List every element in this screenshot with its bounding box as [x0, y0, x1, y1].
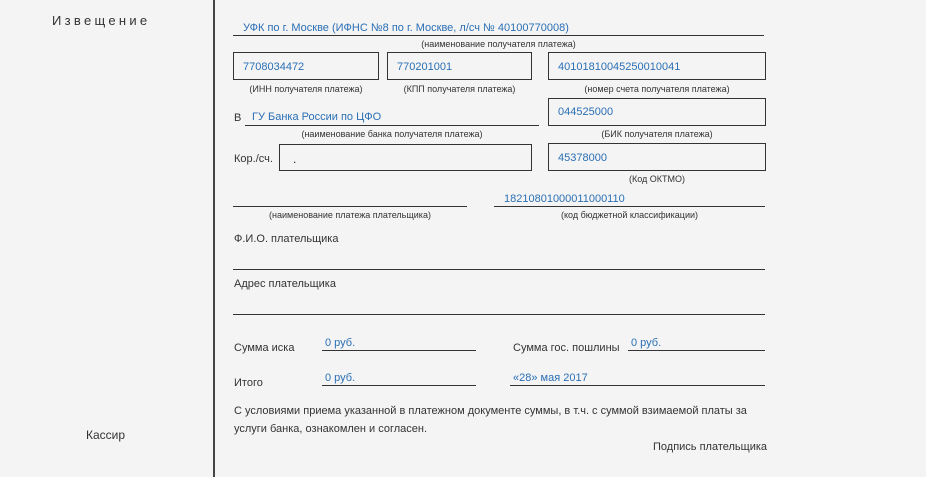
duty-label: Сумма гос. пошлины — [513, 342, 620, 354]
recipient-name-line — [233, 35, 764, 36]
kor-label: Кор./сч. — [234, 153, 273, 165]
kpp-value: 770201001 — [397, 61, 453, 73]
payment-date: «28» мая 2017 — [513, 372, 588, 384]
kbk-caption: (код бюджетной классификации) — [560, 210, 698, 220]
vertical-divider — [213, 0, 215, 477]
inn-caption: (ИНН получателя платежа) — [249, 84, 363, 94]
inn-value: 7708034472 — [243, 61, 305, 73]
terms-line-2: услуги банка, ознакомлен и согласен. — [234, 423, 428, 435]
duty-value: 0 руб. — [631, 337, 662, 349]
recipient-name-caption: (наименование получателя платежа) — [421, 39, 576, 49]
account-value: 40101810045250010041 — [558, 61, 681, 73]
bank-line — [245, 125, 539, 126]
terms-line-1: С условиями приема указанной в платежном документе суммы, в т.ч. с суммой взимаемой платы за — [234, 405, 747, 417]
bik-value: 044525000 — [558, 106, 614, 118]
address-line — [233, 314, 765, 315]
payment-name-caption: (наименование платежа плательщика) — [269, 210, 431, 220]
duty-line — [628, 350, 765, 351]
bank-caption: (наименование банка получателя платежа) — [301, 129, 483, 139]
address-label: Адрес плательщика — [234, 278, 336, 290]
bank-prefix: В — [234, 112, 242, 124]
kpp-caption: (КПП получателя платежа) — [403, 84, 516, 94]
kpp-box — [387, 52, 532, 80]
bik-box — [548, 98, 766, 126]
recipient-name: УФК по г. Москве (ИФНС №8 по г. Москве, л/сч № 40100770008) — [243, 22, 569, 34]
date-line — [510, 385, 765, 386]
kor-value: . — [293, 152, 297, 166]
payment-name-line — [233, 206, 467, 207]
oktmo-value: 45378000 — [558, 152, 607, 164]
bik-caption: (БИК получателя платежа) — [601, 129, 713, 139]
claim-line — [322, 350, 476, 351]
total-value: 0 руб. — [325, 372, 356, 384]
cashier-label: Кассир — [86, 428, 126, 442]
total-label: Итого — [234, 377, 263, 389]
kbk-value: 18210801000011000110 — [504, 193, 625, 205]
total-line — [322, 385, 476, 386]
fio-line — [233, 269, 765, 270]
claim-value: 0 руб. — [325, 337, 356, 349]
bank-name: ГУ Банка России по ЦФО — [252, 111, 382, 123]
inn-box — [233, 52, 379, 80]
fio-label: Ф.И.О. плательщика — [234, 233, 339, 245]
kor-box — [279, 144, 532, 171]
account-caption: (номер счета получателя платежа) — [584, 84, 730, 94]
account-box — [548, 52, 766, 80]
claim-label: Сумма иска — [234, 342, 295, 354]
kbk-line — [494, 206, 765, 207]
signature-label: Подпись плательщика — [653, 441, 768, 453]
oktmo-box — [548, 143, 766, 171]
oktmo-caption: (Код ОКТМО) — [628, 174, 686, 184]
notice-title: Извещение — [52, 13, 151, 28]
